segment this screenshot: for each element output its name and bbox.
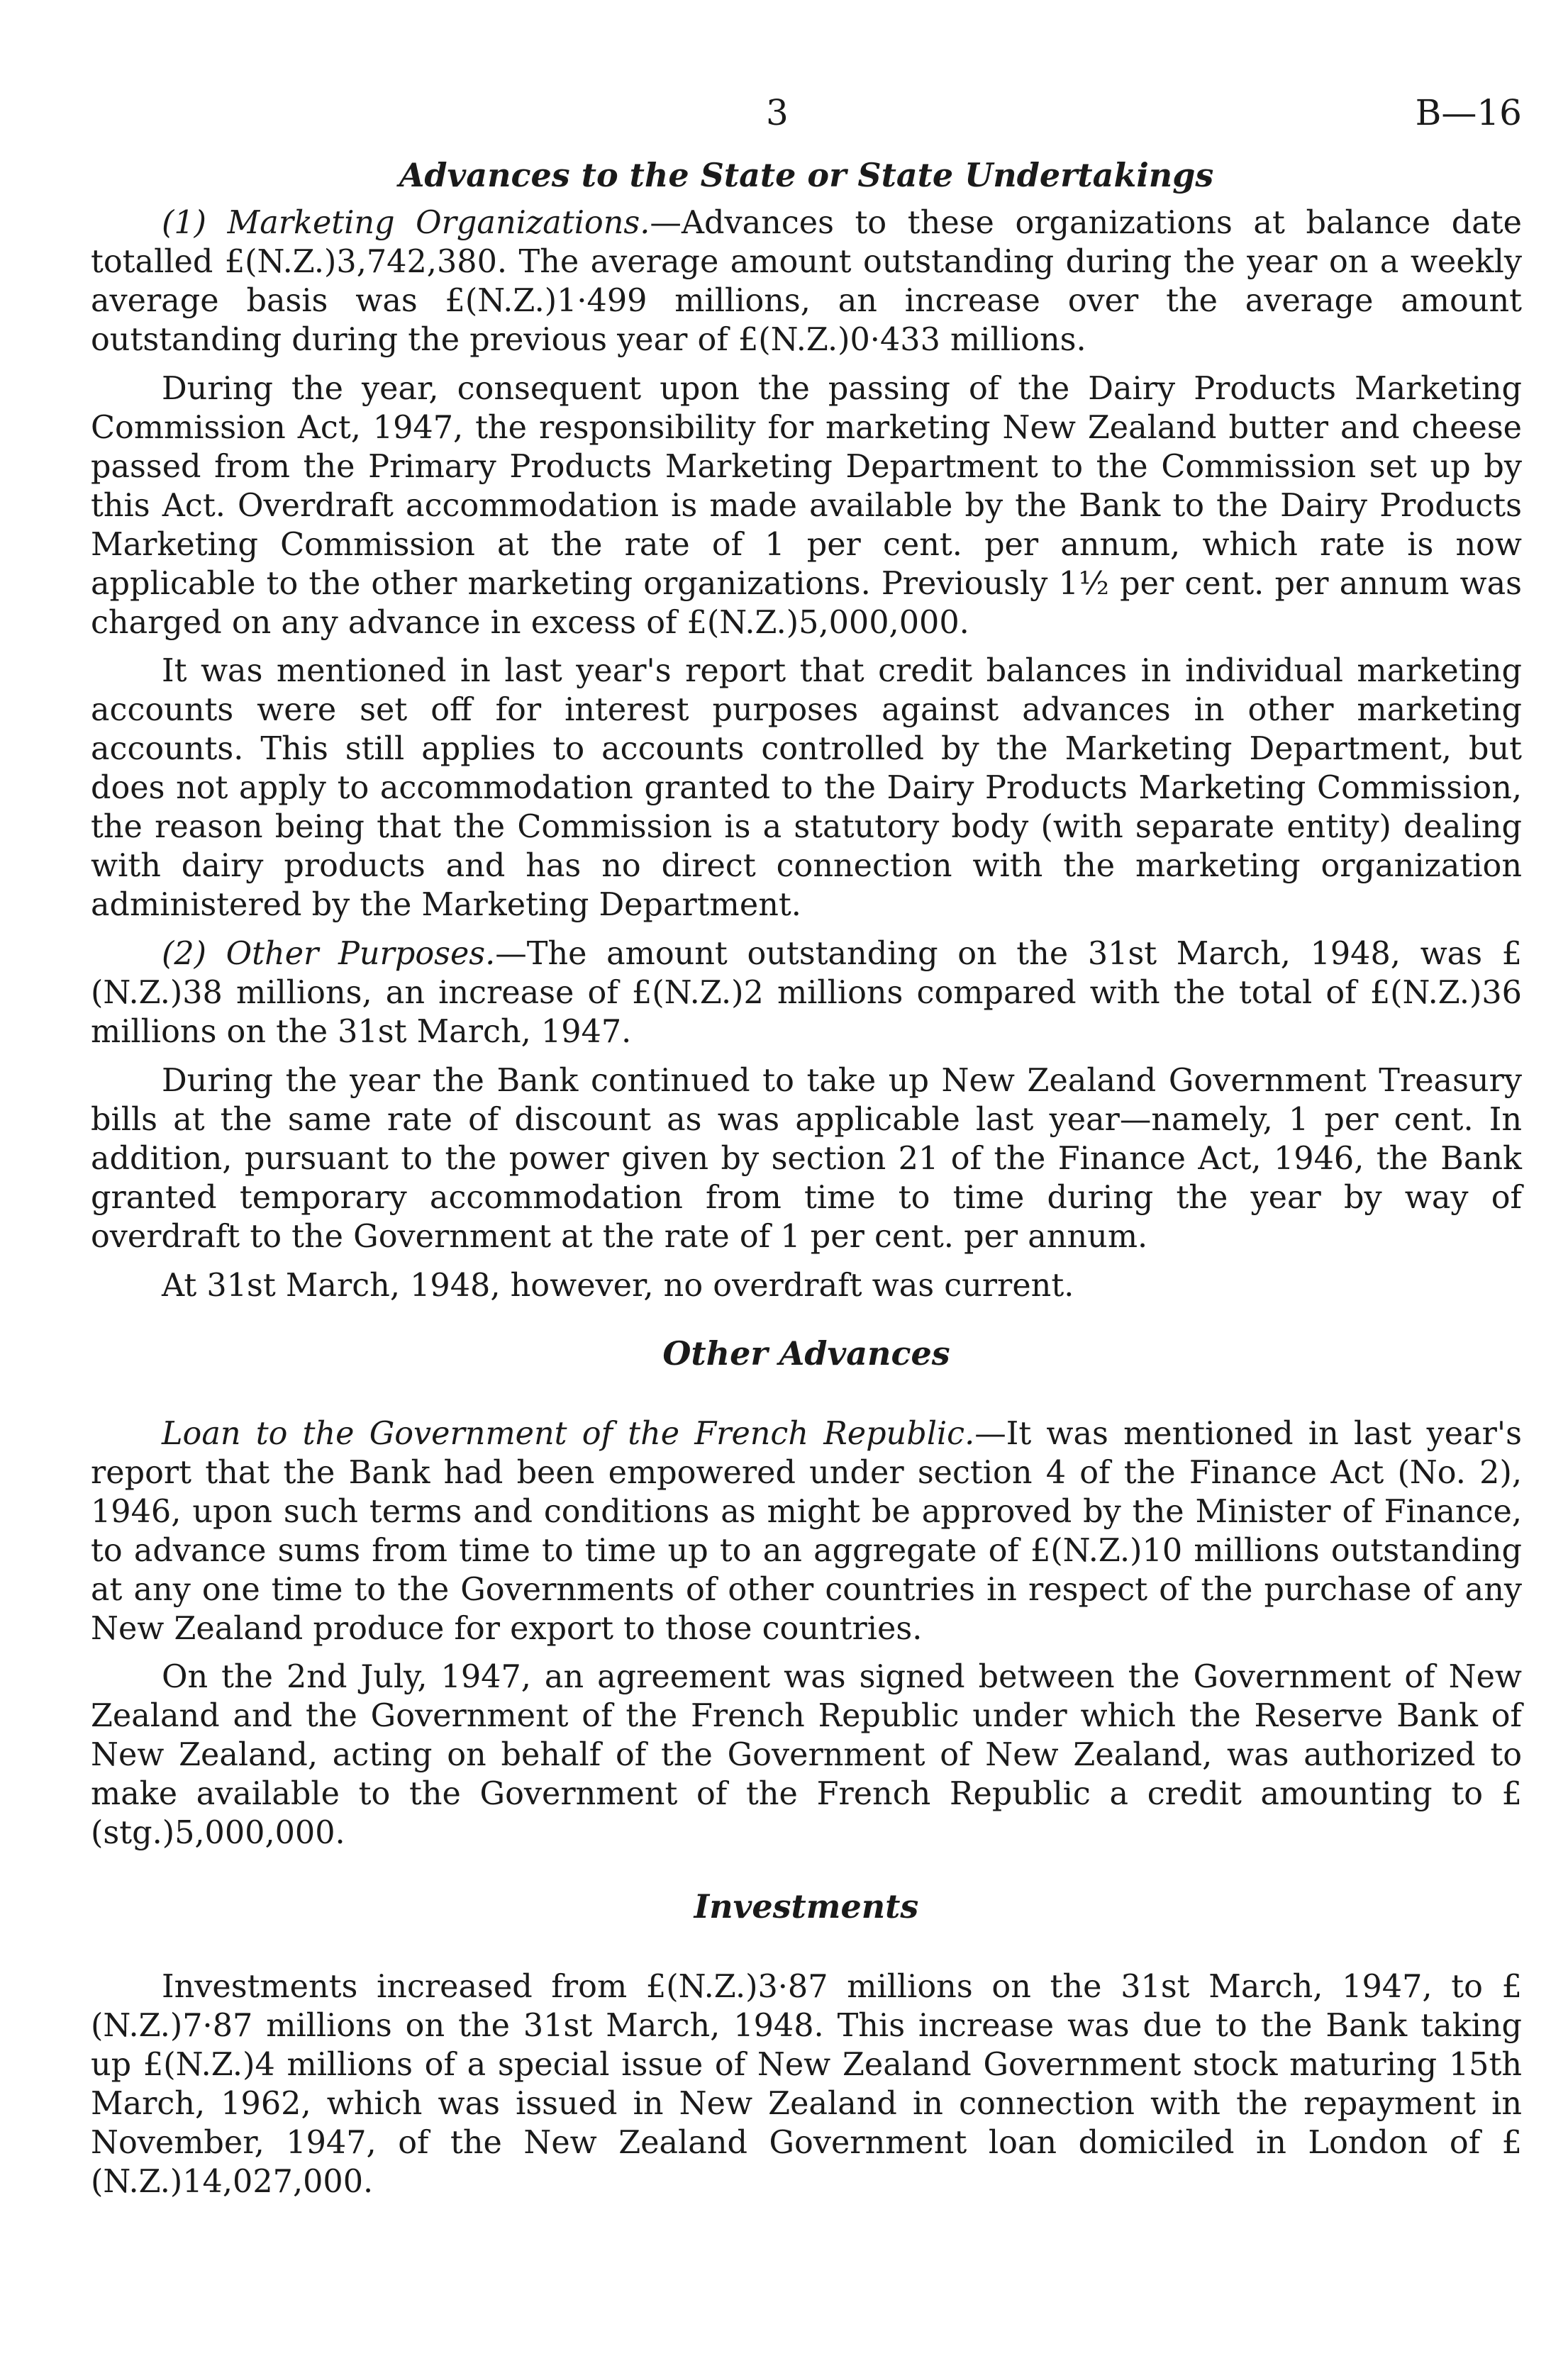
paragraph-treasury-bills: During the year the Bank continued to take up New Zealand Government Treasury bills at the same rate of discount as was applicable last year—namely, 1 per cent. In addition, pursuant to the power given by section 21 of the Finance Act, 1946, the Bank granted temporary accommodation from time to time during the year by way of overdraft to the Government at the rate of 1 per cent. per annum. <box>91 1063 1522 1255</box>
document-page <box>91 85 1522 2202</box>
document-reference: B—16 <box>1415 92 1522 133</box>
paragraph-body: —It was mentioned in last year's report that the Bank had been empowered under section 4 of the Finance Act (No. 2), 1946, upon such terms and conditions as might be approved by the Minister of Finance, to advance sums from time to time up to an aggregate of £(N.Z.)10 millions outstanding at any one time to the Governments of other countries in respect of the purchase of any New Zealand produce for export to those countries. <box>91 1415 1522 1647</box>
paragraph-credit-balances: It was mentioned in last year's report that credit balances in individual marketing accounts were set off for interest purposes against advances in other marketing accounts. This still applies to accounts controlled by the Marketing Department, but does not apply to accommodation granted to the Dairy Products Marketing Commission, the reason being that the Commission is a statutory body (with separate entity) dealing with dairy products and has no direct connection with the marketing organization administered by the Marketing Department. <box>91 653 1522 924</box>
paragraph-body: —The amount outstanding on the 31st March, 1948, was £(N.Z.)38 millions, an increase of £(N.Z.)2 millions compared with the total of £(N.Z.)36 millions on the 31st March, 1947. <box>91 936 1522 1051</box>
section-heading-advances-state: Advances to the State or State Undertakings <box>399 156 1214 194</box>
page-number: 3 <box>766 92 789 133</box>
section-heading-investments: Investments <box>694 1887 919 1926</box>
paragraph-marketing-organizations <box>91 204 1522 360</box>
paragraph-no-overdraft: At 31st March, 1948, however, no overdraft was current. <box>162 1267 1074 1304</box>
paragraph-other-purposes <box>91 935 1522 1052</box>
paragraph-lead: (2) Other Purposes. <box>162 936 496 973</box>
paragraph-lead: (1) Marketing Organizations. <box>162 205 650 241</box>
section-heading-other-advances: Other Advances <box>662 1334 950 1373</box>
paragraph-body: —Advances to these organizations at balance date totalled £(N.Z.)3,742,380. The average amount outstanding during the year on a weekly average basis was £(N.Z.)1·499 millions, an increase over the average amount outstanding during the previous year of £(N.Z.)0·433 millions. <box>91 205 1522 358</box>
paragraph-french-agreement: On the 2nd July, 1947, an agreement was signed between the Government of New Zealand and the Government of the French Republic under which the Reserve Bank of New Zealand, acting on behalf of the Government of New Zealand, was authorized to make available to the Government of the French Republic a credit amounting to £(stg.)5,000,000. <box>91 1659 1522 1852</box>
paragraph-investments: Investments increased from £(N.Z.)3·87 millions on the 31st March, 1947, to £(N.Z.)7·87 millions on the 31st March, 1948. This increase was due to the Bank taking up £(N.Z.)4 millions of a special issue of New Zealand Government stock maturing 15th March, 1962, which was issued in New Zealand in connection with the repayment in November, 1947, of the New Zealand Government loan domiciled in London of £(N.Z.)14,027,000. <box>91 1969 1522 2200</box>
paragraph-lead: Loan to the Government of the French Republic. <box>162 1415 975 1452</box>
page-header <box>91 85 1522 149</box>
paragraph-french-loan <box>91 1415 1522 1649</box>
paragraph-dairy-commission: During the year, consequent upon the passing of the Dairy Products Marketing Commission Act, 1947, the responsibility for marketing New Zealand butter and cheese passed from the Primary Products Marketing Department to the Commission set up by this Act. Overdraft accommodation is made available by the Bank to the Dairy Products Marketing Commission at the rate of 1 per cent. per annum, which rate is now applicable to the other marketing organizations. Previously 1½ per cent. per annum was charged on any advance in excess of £(N.Z.)5,000,000. <box>91 370 1522 641</box>
